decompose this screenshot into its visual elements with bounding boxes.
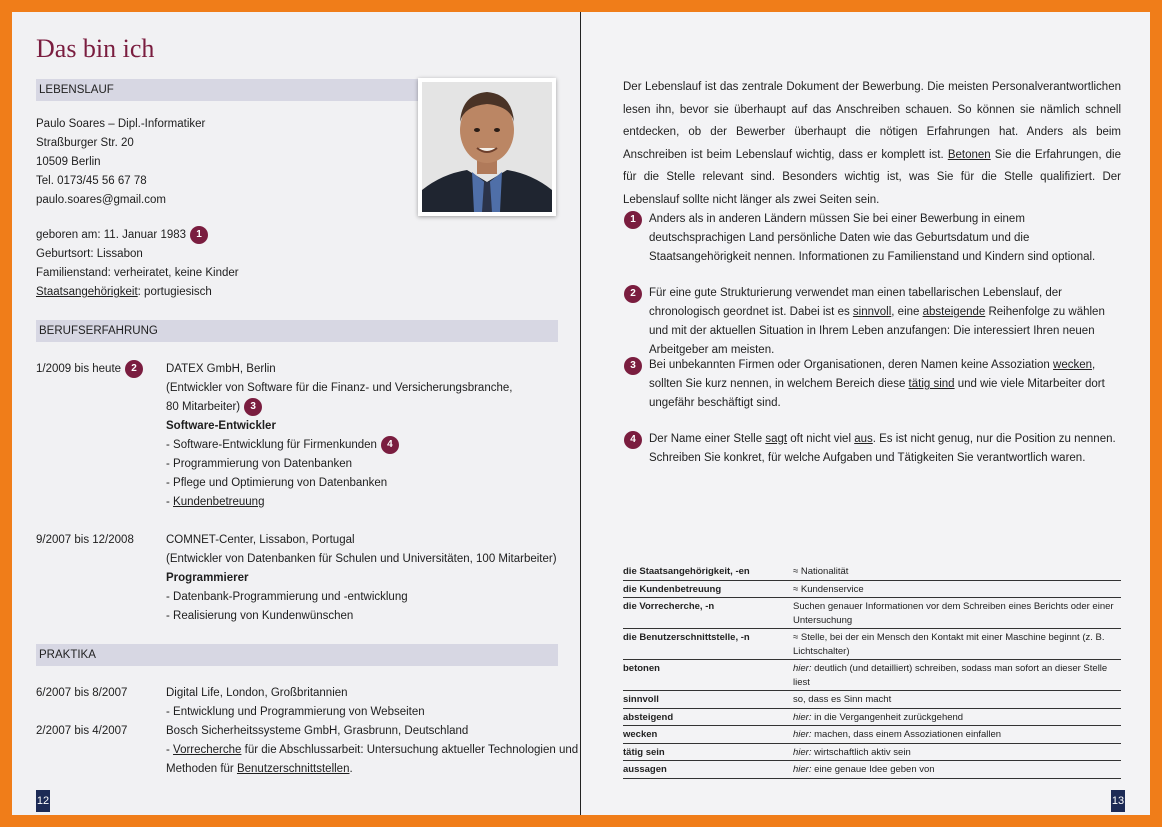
left-page [12,12,580,815]
note-3-badge: 3 [624,357,642,375]
glossary-definition [793,583,1121,597]
section-header-praktika: PRAKTIKA [36,644,558,666]
job-2-task-2: - Realisierung von Kundenwünschen [166,610,354,622]
job-1-task-1 [166,436,512,455]
glossary-definition-text: machen, dass einem Assoziationen einfallen [811,729,1002,740]
glossary-term: die Vorrecherche, -n [623,601,715,612]
nationality [36,283,239,302]
internship-2-period: 2/2007 bis 4/2007 [36,725,128,737]
job-2-details [166,531,557,626]
note-4-b: oft nicht viel [787,433,855,445]
internship-2-cont-rest: . [349,763,353,775]
glossary-row [623,598,1121,629]
birth-date [36,226,239,245]
note-2-u2: absteigende [922,306,986,318]
job-1-role [166,417,512,436]
glossary-term: betonen [623,663,660,674]
glossary-prefix: hier: [793,729,812,740]
job-1-period-text: 1/2009 bis heute [36,363,122,376]
contact-city: 10509 Berlin [36,156,101,168]
nationality-label: Staatsangehörigkeit [36,286,138,299]
internship-2-company: Bosch Sicherheitssysteme GmbH, Grasbrunn, Deutschland [166,725,469,737]
job-1-role-text: Software-Entwickler [166,420,276,433]
glossary-row [623,744,1121,762]
glossary-term: die Staatsangehörigkeit, -en [623,566,750,577]
glossary-definition [793,693,1121,707]
note-4-badge: 4 [624,431,642,449]
glossary-prefix: hier: [793,711,812,723]
glossary-row [623,629,1121,660]
contact-name: Paulo Soares – Dipl.-Informatiker [36,118,206,130]
section-header-beruf: BERUFSERFAHRUNG [36,320,558,342]
job-2-description: (Entwickler von Datenbanken für Schulen und Universitäten, 100 Mitarbeiter) [166,553,557,565]
personal-block [36,226,239,302]
note-3-b: , sollten Sie kurz nennen, in welchem Bereich diese [649,359,1096,390]
glossary-definition [793,600,1121,627]
note-4-c: . Es ist nicht genug, nur die Position zu nennen. Schreiben Sie konkret, für welche Aufgaben und Tätigkeiten Sie verantwortlich waren. [649,433,1116,464]
job-2-period: 9/2007 bis 12/2008 [36,534,134,546]
note-3-a: Bei unbekannten Firmen oder Organisationen, deren Namen keine Assoziation [649,359,1054,371]
glossary-definition-text: so, dass es Sinn macht [793,694,892,705]
glossary-row [623,709,1121,727]
internship-1-details [166,684,425,722]
glossary-definition-text: in die Vergangenheit zurückgehend [811,711,964,723]
note-3-c: und wie viele Mitarbeiter dort ungefähr beschäftigt sind. [649,378,1105,409]
glossary-definition [793,746,1121,760]
glossary-definition [793,662,1121,689]
glossary-prefix: hier: [793,746,812,758]
glossary-term: absteigend [623,711,674,723]
glossary-definition [793,565,1121,579]
job-1-task-3: - Pflege und Optimierung von Datenbanken [166,477,388,490]
badge-4: 4 [381,436,399,454]
glossary-definition-text: eine genaue Idee geben von [811,764,935,775]
badge-3: 3 [244,398,262,416]
note-2-c: Reihenfolge zu wählen und mit der aktuellen Situation in Ihrem Leben anzufangen: Die interessiert Ihren neuen Arbeitgeber am meisten. [649,306,1105,356]
right-page [581,12,1150,815]
note-2-badge: 2 [624,285,642,303]
job-1-description: (Entwickler von Software für die Finanz- und Versicherungsbranche, [166,382,513,394]
job-1-task-1-text: - Software-Entwicklung für Firmenkunden [166,439,377,452]
glossary-definition [793,763,1121,777]
glossary-term: die Kundenbetreuung [623,583,722,595]
note-1-badge: 1 [624,211,642,229]
portrait-image [422,82,552,212]
job-2-role [166,569,557,588]
internship-1-task: - Entwicklung und Programmierung von Webseiten [166,706,425,718]
note-1-text: Anders als in anderen Ländern müssen Sie bei einer Bewerbung in einem deutschsprachigen Land persönliche Daten wie das Geburtsdatum und die Staatsangehörigkeit nennen. Informationen zu Familienstand und Kindern sind optional. [649,213,1096,263]
job-1-employees [166,398,512,417]
glossary-term: aussagen [623,764,667,775]
glossary-prefix: hier: [793,663,812,674]
note-4-a: Der Name einer Stelle [649,433,766,445]
internship-2-cont-prefix: Methoden für [166,763,237,775]
glossary-definition-text: ≈ Stelle, bei der ein Mensch den Kontakt mit einer Maschine beginnt (z. B. Lichtschalter) [793,632,1105,657]
glossary-definition-text: ≈ Kundenservice [793,583,864,595]
intro-rest: Sie die Erfahrungen, die für die Stelle relevant sind. Besonders wichtig ist, was Sie für die Stelle qualifiziert. Der Lebenslauf sollte nicht länger als zwei Seiten sein. [623,148,1121,206]
glossary-table [623,563,1121,779]
internship-2-task-rest: für die Abschlussarbeit: Untersuchung aktueller Technologien und [241,744,579,756]
job-1-task-2: - Programmierung von Datenbanken [166,458,353,471]
glossary-prefix: hier: [793,764,812,775]
note-3-u1: wecken [1053,359,1093,371]
job-2-company: COMNET-Center, Lissabon, Portugal [166,534,355,546]
portrait-photo [418,78,556,216]
glossary-term: die Benutzerschnittstelle, -n [623,632,750,643]
job-1-task-4-text: Kundenbetreuung [173,496,265,509]
note-2-b: , eine [891,306,923,318]
badge-1: 1 [190,226,208,244]
glossary-definition-text: Suchen genauer Informationen vor dem Schreiben eines Berichts oder einer Untersuchung [793,601,1114,626]
job-1-task-4-prefix: - [166,496,174,509]
internship-2-task-prefix: - [166,744,174,756]
internship-2-task-underlined: Vorrecherche [173,744,242,756]
glossary-definition [793,728,1121,742]
glossary-definition-text: deutlich (und detailliert) schreiben, sodass man sofort an dieser Stelle liest [793,663,1108,688]
page-number-left: 12 [36,790,50,812]
page-number-right: 13 [1111,790,1125,812]
birth-place: Geburtsort: Lissabon [36,248,143,261]
glossary-term: wecken [623,729,658,740]
internship-2-task [166,741,578,760]
glossary-row [623,581,1121,599]
contact-block [36,115,205,210]
internship-1-company: Digital Life, London, Großbritannien [166,687,348,699]
note-3-u2: tätig sind [908,378,955,390]
contact-email: paulo.soares@gmail.com [36,194,166,206]
job-1-details [166,360,512,512]
contact-phone: Tel. 0173/45 56 67 78 [36,175,147,187]
internship-1-period: 6/2007 bis 8/2007 [36,687,128,699]
job-1-company: DATEX GmbH, Berlin [166,363,276,375]
note-3-text [649,356,1121,413]
glossary-term: tätig sein [623,746,665,758]
internship-2-task-cont [166,760,578,779]
job-1-employees-text: 80 Mitarbeiter) [166,401,241,414]
job-1-task-4 [166,493,512,512]
glossary-row [623,563,1121,581]
glossary-row [623,761,1121,779]
glossary-row [623,660,1121,691]
intro-text: Der Lebenslauf ist das zentrale Dokument der Bewerbung. Die meisten Personalverantwortlichen lesen ihn, bevor sie überhaupt auf das Anschreiben schauen. So können sie nämlich schnell entdecken, ob der Bewerber überhaupt die nötigen Erfahrungen hat. Anders als beim Anschreiben ist beim Lebenslauf wichtig, dass er komplett ist. [623,81,1121,161]
intro-underlined: Betonen [947,148,991,161]
page-title: Das bin ich [36,34,155,63]
note-2-a: Für eine gute Strukturierung verwendet man einen tabellarischen Lebenslauf, der chronologisch geordnet ist. Dabei ist es [649,287,1062,318]
note-2-u1: sinnvoll [852,306,892,318]
glossary-definition [793,631,1121,658]
birth-date-text: geboren am: 11. Januar 1983 [36,229,187,242]
glossary-definition-text: wirtschaftlich aktiv sein [811,746,911,758]
job-1-period [36,360,143,379]
glossary-definition-text: ≈ Nationalität [793,566,849,577]
glossary-row [623,691,1121,709]
job-2-task-1: - Datenbank-Programmierung und -entwicklung [166,591,408,603]
badge-2: 2 [125,360,143,378]
internship-2-cont-underlined: Benutzerschnittstellen [236,763,350,775]
section-header-lebenslauf: LEBENSLAUF [36,79,418,101]
note-4-text [649,430,1121,468]
nationality-value: : portugiesisch [137,286,212,299]
internship-2-details [166,722,578,779]
glossary-term: sinnvoll [623,694,659,705]
contact-street: Straßburger Str. 20 [36,137,134,149]
glossary-definition [793,711,1121,725]
intro-paragraph [623,76,1121,211]
job-2-role-text: Programmierer [166,572,249,584]
glossary-row [623,726,1121,744]
note-4-u1: sagt [765,433,788,445]
family-status: Familienstand: verheiratet, keine Kinder [36,267,239,280]
note-2-text [649,284,1121,360]
note-4-u2: aus [854,433,873,445]
